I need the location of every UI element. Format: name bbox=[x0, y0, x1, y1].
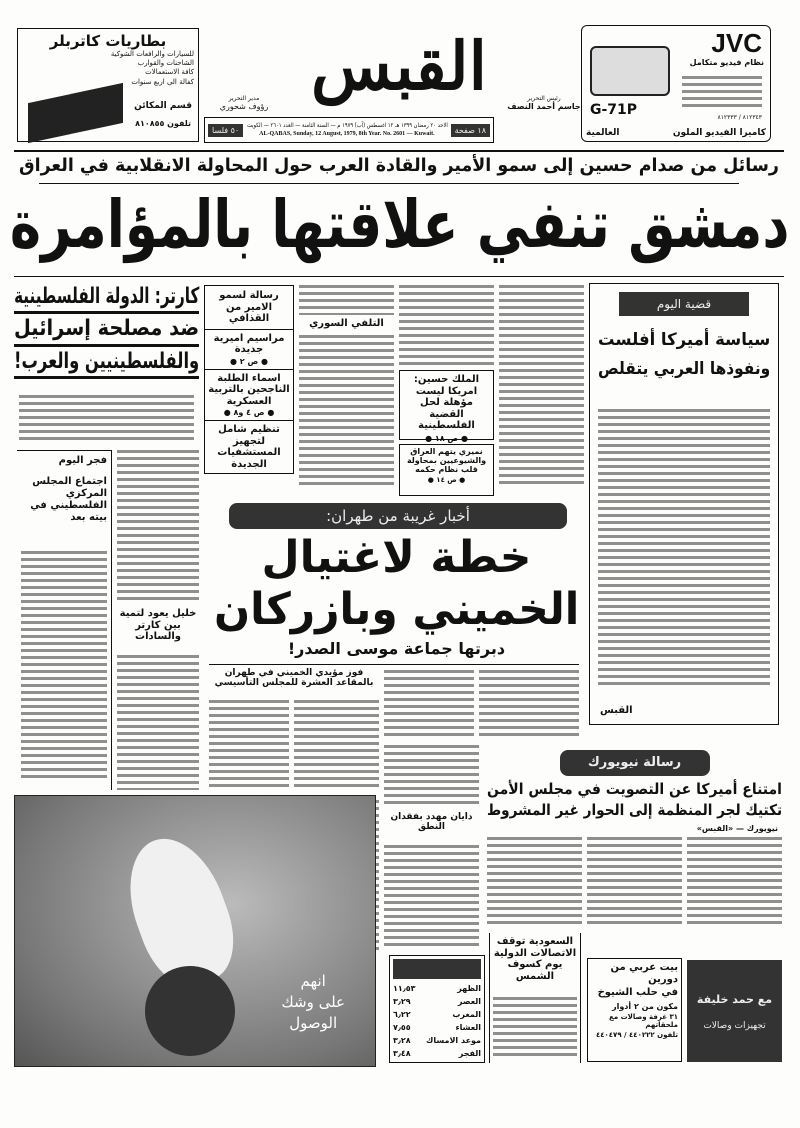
prayer-time-row bbox=[394, 995, 482, 1008]
prayer-time: ٣٫٢٨ bbox=[394, 1036, 412, 1045]
saudi-box: السعودية توقف الاتصالات الدولية يوم كسوف الشمس bbox=[490, 933, 582, 1063]
jvc-ad: JVC نظام فيديو متكامل ٨١٢٣٤٣ / ٨١٢٣٣٣ G-71P كاميرا الفيديو الملون العالمية bbox=[582, 25, 772, 142]
prayer-time: ٦٫٢٢ bbox=[394, 1010, 412, 1019]
prayer-times-box bbox=[390, 955, 486, 1063]
prayer-name: موعد الامساك bbox=[427, 1036, 482, 1045]
newyork-story: رسالة نيويورك امتناع أميركا عن التصويت في مجلس الأمن تكتيك لجر المنظمة إلى الحوار غير المشروط نيويورك — «القبس» bbox=[488, 750, 783, 927]
image-ad: انهم على وشك الوصول bbox=[15, 795, 377, 1067]
grenade-image bbox=[146, 966, 236, 1056]
prayer-name: العصر bbox=[458, 997, 482, 1006]
prayer-time: ٣٫٢٩ bbox=[394, 997, 412, 1006]
prayer-time: ١١٫٥٣ bbox=[394, 984, 417, 993]
battery-ad: بطاريات كاتربلر للسيارات والرافعات الشوكية الشاحنات والقوارب كافة الاستعمالات كفالة الى اربع سنوات قسم المكائن تلفون ٨١٠٨٥٥ bbox=[18, 28, 200, 142]
qadiya-box: قضية اليوم سياسة أميركا أفلست ونفوذها العربي يتقلص القبس bbox=[590, 283, 780, 725]
numeiry-box: نميري يتهم العراق والشيوعيين بمحاولة قلب نظام حكمه ● ص ١٤ ● bbox=[400, 444, 495, 496]
prayer-time-row bbox=[394, 982, 482, 995]
prayer-time-row bbox=[394, 1047, 482, 1060]
battery-image bbox=[29, 83, 124, 143]
khalil-headline: خليل يعود لتمية بين كارتر والسادات bbox=[120, 608, 198, 642]
carter-story: كارتر: الدولة الفلسطينية ضد مصلحة إسرائيل والفلسطينيين والعرب! bbox=[15, 282, 200, 379]
fajr-box: فجر اليوم اجتماع المجلس المركزي الفلسطيني في بيته بعد bbox=[18, 450, 113, 790]
prayer-name: المغرب bbox=[453, 1010, 482, 1019]
main-headline: دمشق تنفي علاقتها بالمؤامرة bbox=[10, 186, 790, 263]
prayer-name: الظهر bbox=[458, 984, 482, 993]
prayer-time: ٣٫٤٨ bbox=[394, 1049, 412, 1058]
prayer-name: الفجر bbox=[459, 1049, 482, 1058]
camera-image bbox=[591, 46, 671, 96]
house-ad: بيت عربي من دورين في حلب الشيوخ مكون من ٢ أدوار ٣١ غرفة وصالات مع ملحقاتهم تلفون ٤٤٠٢٢٢ / ٤٤٠٤٧٩ bbox=[588, 958, 683, 1062]
logo: القبس bbox=[312, 27, 488, 105]
king-hussein-box: الملك حسين: امريكا ليست مؤهلة لحل القضية الفلسطينية ● ص ١٨ ● bbox=[400, 370, 495, 440]
subheadline: رسائل من صدام حسين إلى سمو الأمير والقادة العرب حول المحاولة الانقلابية في العراق bbox=[20, 155, 780, 176]
prayer-time-row bbox=[394, 1021, 482, 1034]
prayer-time-row bbox=[394, 1034, 482, 1047]
prayer-times-header bbox=[394, 959, 482, 979]
dark-ad: مع حمد خليفة تجهيزات وصالات bbox=[688, 960, 783, 1062]
date-bar: ١٨ صفحة الاحد ٢٠ رمضان ١٣٩٩ هـ ١٢ اغسطس (آب) ١٩٧٩ م — السنة الثامنة — العدد ٢٦٠١ — الكويت AL-QABAS, Sunday, 12 August, 1979, 8th Year. No. 2601 — Kuwait. ٥٠ فلسا bbox=[205, 117, 495, 143]
prayer-time: ٧٫٥٥ bbox=[394, 1023, 412, 1032]
prayer-name: العشاء bbox=[456, 1023, 482, 1032]
prayer-time-row bbox=[394, 1008, 482, 1021]
index-box: رسالة لسمو الامير من القذافي مراسيم اميرية جديدة ● ص ٢ ● اسماء الطلبة الناجحين بالتربية العسكرية ● ص ٤ و٨ ● تنظيم شامل لتجهيز المستشفيات الجديدة bbox=[205, 285, 295, 474]
